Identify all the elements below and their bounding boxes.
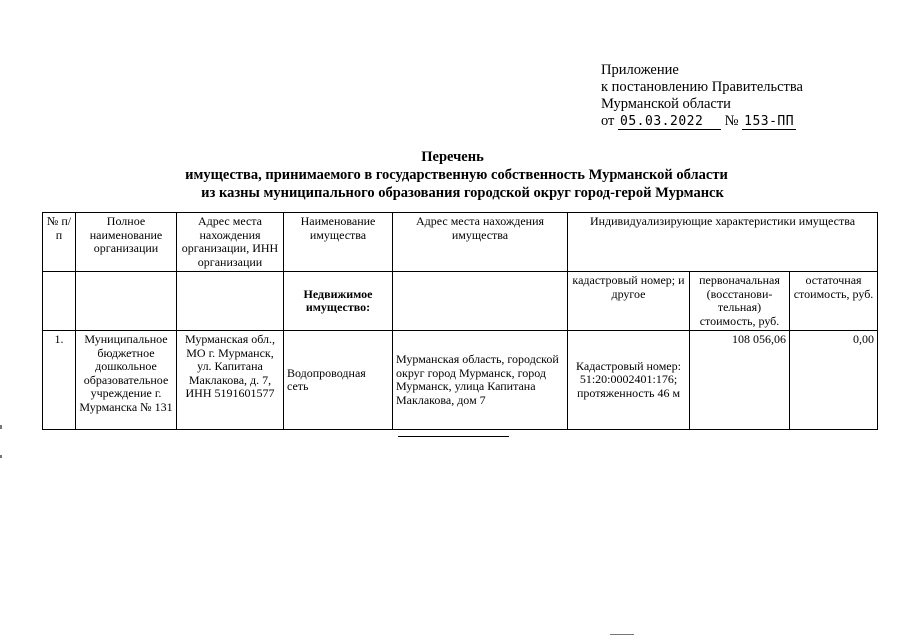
subheader-cadastral: кадастровый номер; и другое [568, 272, 690, 331]
table-subheader-row [43, 272, 878, 331]
appendix-date-line [601, 113, 803, 130]
table-header-row [43, 213, 878, 272]
appendix-block [601, 62, 803, 130]
scan-artifact [0, 425, 2, 429]
title-line-2: имущества, принимаемого в государственную собственность Мурманской области [185, 167, 728, 183]
header-property-address: Адрес места нахождения имущества [393, 213, 568, 272]
row-property-address: Мурманская область, городской округ город Мурманск, город Мурманск, улица Капитана Маклакова, дом 7 [393, 331, 568, 430]
appendix-line-1: Приложение [601, 62, 679, 78]
date-prefix: от [601, 113, 615, 129]
subheader-empty-2 [76, 272, 177, 331]
number-value: 153-ПП [742, 115, 796, 130]
subheader-initial-cost: первоначальная (восстанови-тельная) стоимость, руб. [690, 272, 790, 331]
header-characteristics: Индивидуализирующие характеристики имущества [568, 213, 878, 272]
scan-artifact [0, 455, 2, 458]
document-title [0, 148, 905, 202]
closing-divider [398, 436, 509, 437]
header-num: № п/п [43, 213, 76, 272]
subheader-category: Недвижимое имущество: [284, 272, 393, 331]
row-num: 1. [43, 331, 76, 430]
appendix-line-3: Мурманской области [601, 96, 731, 112]
scan-artifact [610, 634, 634, 635]
header-org-name: Полное наименование организации [76, 213, 177, 272]
subheader-empty-1 [43, 272, 76, 331]
row-org-name: Муниципальное бюджетное дошкольное образовательное учреждение г. Мурманска № 131 [76, 331, 177, 430]
row-cadastral: Кадастровый номер: 51:20:0002401:176; протяженность 46 м [568, 331, 690, 430]
title-line-3: из казны муниципального образования городской округ город-герой Мурманск [201, 185, 724, 201]
subheader-empty-3 [177, 272, 284, 331]
date-value: 05.03.2022 [618, 115, 721, 130]
subheader-empty-4 [393, 272, 568, 331]
row-residual-cost: 0,00 [790, 331, 878, 430]
number-prefix: № [724, 113, 739, 129]
row-org-address: Мурманская обл., МО г. Мурманск, ул. Капитана Маклакова, д. 7, ИНН 5191601577 [177, 331, 284, 430]
header-property-name: Наименование имущества [284, 213, 393, 272]
subheader-residual-cost: остаточная стоимость, руб. [790, 272, 878, 331]
property-table [42, 212, 878, 430]
row-initial-cost: 108 056,06 [690, 331, 790, 430]
row-property-name: Водопроводная сеть [284, 331, 393, 430]
appendix-line-2: к постановлению Правительства [601, 79, 803, 95]
table-row [43, 331, 878, 430]
header-org-address: Адрес места нахождения организации, ИНН организации [177, 213, 284, 272]
title-line-1: Перечень [421, 149, 484, 165]
